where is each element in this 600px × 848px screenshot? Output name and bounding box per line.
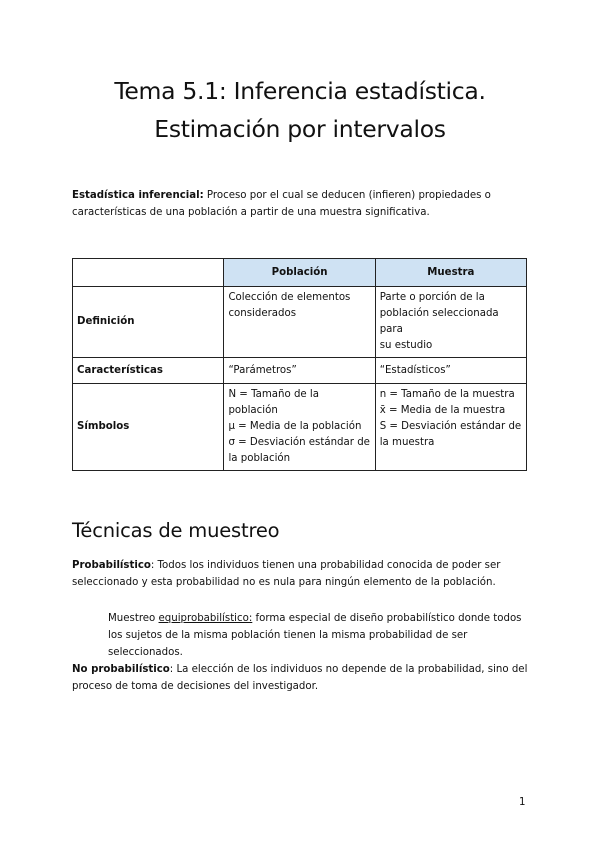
cell-line: población seleccionada para	[379, 308, 499, 335]
row-label: Símbolos	[73, 384, 224, 471]
cell-line: Colección de elementos	[228, 292, 351, 303]
noprob-text: : La elección de los individuos no depende de la probabilidad, sino del proceso de toma de decisiones del investigador.	[72, 664, 528, 692]
page-number: 1	[519, 797, 526, 808]
page-title	[0, 72, 600, 148]
cell-poblacion	[224, 287, 375, 358]
table-row	[73, 384, 527, 471]
cell-line: la muestra	[379, 437, 435, 448]
cell-line: “Parámetros”	[228, 364, 297, 376]
equi-prefix: Muestreo	[108, 613, 159, 624]
cell-line: μ = Media de la población	[228, 421, 362, 432]
intro-term: Estadística inferencial:	[72, 190, 204, 201]
cell-muestra	[375, 384, 526, 471]
cell-poblacion	[224, 358, 375, 384]
prob-text: : Todos los individuos tienen una probabilidad conocida de poder ser seleccionado y esta probabilidad no es nula para ningún elemento de la población.	[72, 560, 501, 588]
header-muestra: Muestra	[375, 259, 526, 287]
intro-paragraph	[72, 187, 532, 221]
cell-line: x̄ = Media de la muestra	[379, 405, 506, 416]
equi-text: forma especial de diseño probabilístico donde todos los sujetos de la misma población tienen la misma probabilidad de ser seleccionados.	[108, 613, 522, 658]
probabilistic-paragraph	[72, 557, 532, 591]
row-label: Definición	[73, 287, 224, 358]
cell-poblacion	[224, 384, 375, 471]
equiprobabilistic-paragraph	[108, 610, 530, 661]
cell-line: S = Desviación estándar de	[379, 421, 522, 432]
cell-line: “Estadísticos”	[379, 364, 451, 376]
cell-line: considerados	[228, 308, 297, 319]
section-heading: Técnicas de muestreo	[72, 519, 280, 542]
title-line-1: Tema 5.1: Inferencia estadística.	[114, 77, 486, 105]
table-header-row	[73, 259, 527, 287]
intro-text: Proceso por el cual se deducen (infieren) propiedades o características de una población a partir de una muestra significativa.	[72, 190, 491, 218]
header-poblacion: Población	[224, 259, 375, 287]
prob-term: Probabilístico	[72, 560, 151, 571]
table-row	[73, 358, 527, 384]
row-label: Características	[73, 358, 224, 384]
cell-line: σ = Desviación estándar de	[228, 437, 370, 448]
cell-muestra	[375, 358, 526, 384]
noprob-term: No probabilístico	[72, 664, 170, 675]
cell-muestra	[375, 287, 526, 358]
non-probabilistic-paragraph	[72, 661, 532, 695]
table-row	[73, 287, 527, 358]
title-line-2: Estimación por intervalos	[154, 115, 446, 143]
header-empty	[73, 259, 224, 287]
comparison-table	[72, 258, 527, 471]
equi-term: equiprobabilístico:	[158, 613, 253, 624]
cell-line: su estudio	[379, 340, 433, 351]
cell-line: n = Tamaño de la muestra	[379, 389, 515, 400]
cell-line: N = Tamaño de la población	[228, 389, 319, 416]
cell-line: Parte o porción de la	[379, 292, 485, 303]
cell-line: la población	[228, 453, 291, 464]
